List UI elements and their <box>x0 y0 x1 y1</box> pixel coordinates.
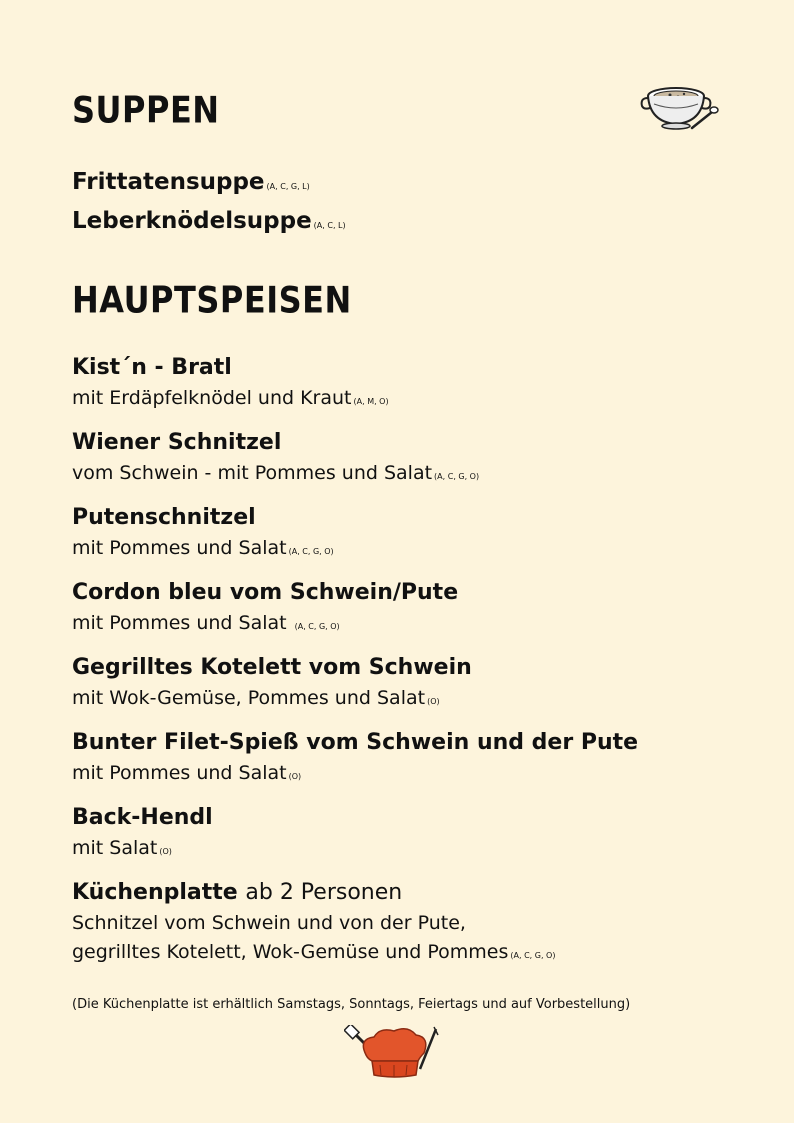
dish-name: Küchenplatte <box>72 880 238 905</box>
dish-name: Putenschnitzel <box>72 505 256 530</box>
dish-item <box>72 727 752 791</box>
soup-list <box>72 165 346 243</box>
description-text: mit Pommes und Salat <box>72 537 287 559</box>
chef-hat-icon <box>344 1025 444 1081</box>
dish-name: Bunter Filet-Spieß vom Schwein und der Pute <box>72 730 639 755</box>
dish-description <box>72 834 752 866</box>
allergen-codes: (A, C, G, O) <box>288 547 334 556</box>
dish-item <box>72 577 752 641</box>
dish-description-2 <box>72 938 752 970</box>
mains-title: HAUPTSPEISEN <box>72 278 352 322</box>
dish-item <box>72 877 752 970</box>
dish-item <box>72 352 752 416</box>
allergen-codes: (A, C, G, O) <box>294 622 340 631</box>
dish-description <box>72 384 752 416</box>
description-text: vom Schwein - mit Pommes und Salat <box>72 462 433 484</box>
allergen-codes: (A, M, O) <box>353 397 389 406</box>
description-text: mit Pommes und Salat <box>72 612 287 634</box>
allergen-codes: (O) <box>159 847 172 856</box>
dish-name-line <box>72 877 752 909</box>
dish-item <box>72 502 752 566</box>
allergen-codes: (A, C, G, L) <box>266 182 310 191</box>
dish-description <box>72 459 752 491</box>
dish-name-suffix: ab 2 Personen <box>245 880 403 905</box>
dish-name: Back-Hendl <box>72 805 213 830</box>
allergen-codes: (A, C, G, O) <box>434 472 480 481</box>
dish-item <box>72 652 752 716</box>
footnote: (Die Küchenplatte ist erhältlich Samstags, Sonntags, Feiertags und auf Vorbestellung) <box>72 997 631 1012</box>
soup-name: Frittatensuppe <box>72 169 265 195</box>
dish-description <box>72 759 752 791</box>
dish-list <box>72 352 752 981</box>
dish-name: Cordon bleu vom Schwein/Pute <box>72 580 459 605</box>
dish-description <box>72 534 752 566</box>
description-text: mit Pommes und Salat <box>72 762 287 784</box>
description-text: mit Erdäpfelknödel und Kraut <box>72 387 352 409</box>
dish-name: Gegrilltes Kotelett vom Schwein <box>72 655 472 680</box>
allergen-codes: (A, C, L) <box>313 221 346 230</box>
dish-item <box>72 802 752 866</box>
soup-item <box>72 204 346 243</box>
dish-description: Schnitzel vom Schwein und von der Pute, <box>72 912 466 934</box>
soup-item <box>72 165 346 204</box>
dish-name: Wiener Schnitzel <box>72 430 282 455</box>
soup-bowl-icon <box>640 78 720 140</box>
dish-item <box>72 427 752 491</box>
allergen-codes: (O) <box>288 772 302 781</box>
dish-name: Kist´n - Bratl <box>72 355 232 380</box>
dish-description <box>72 684 752 716</box>
soup-name: Leberknödelsuppe <box>72 208 312 234</box>
dish-description <box>72 609 752 641</box>
allergen-codes: (A, C, G, O) <box>510 951 556 960</box>
description-text: gegrilltes Kotelett, Wok-Gemüse und Pommes <box>72 941 509 963</box>
description-text: mit Wok-Gemüse, Pommes und Salat <box>72 687 426 709</box>
description-text: mit Salat <box>72 837 158 859</box>
soups-title: SUPPEN <box>72 88 220 132</box>
allergen-codes: (O) <box>427 697 440 706</box>
